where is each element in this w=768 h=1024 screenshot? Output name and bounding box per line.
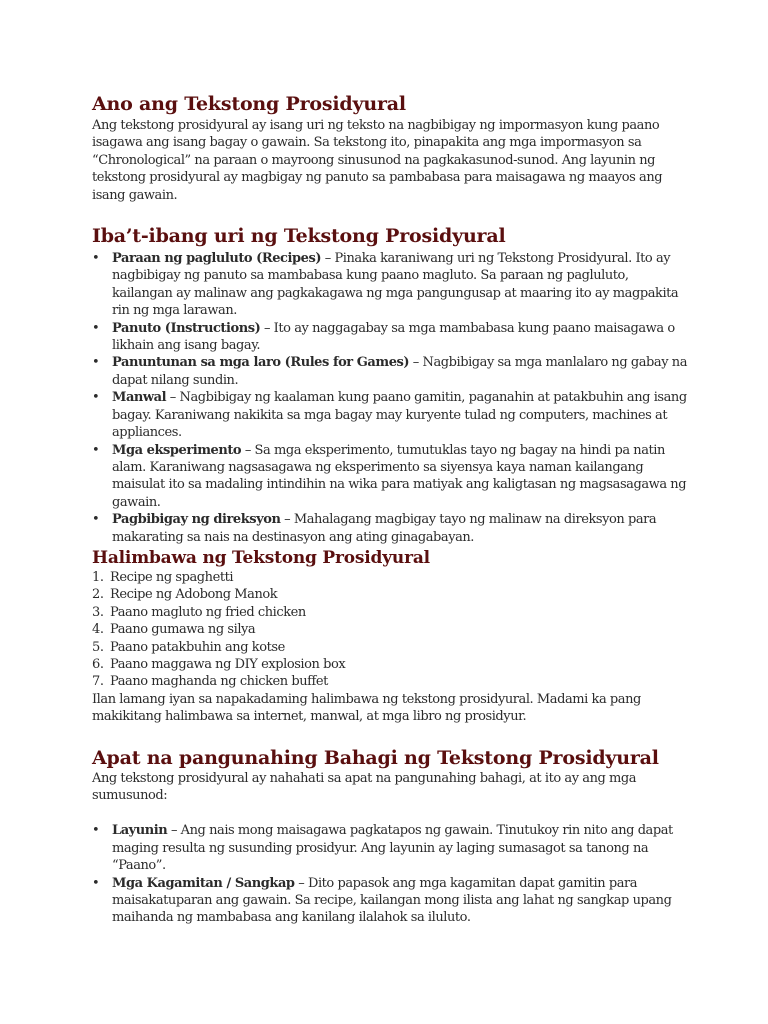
- section-title-ano-ang: Ano ang Tekstong Prosidyural: [92, 93, 406, 115]
- list-item: [92, 250, 692, 320]
- list-item: [92, 569, 692, 586]
- description: – Nagbibigay sa mga manlalaro ng gabay na dapat nilang sundin.: [112, 355, 688, 388]
- section-title-apat-na-bahagi: Apat na pangunahing Bahagi ng Tekstong Prosidyural: [92, 746, 659, 769]
- term: Mga eksperimento: [112, 442, 242, 458]
- term: Layunin: [112, 823, 168, 839]
- list-item: [92, 320, 692, 355]
- list-item: [92, 822, 692, 874]
- list-item: [92, 639, 692, 656]
- list-item: [92, 875, 692, 927]
- document-content: [92, 92, 692, 927]
- list-item: [92, 673, 692, 690]
- item-number: 7.: [92, 674, 104, 690]
- item-text: Recipe ng Adobong Manok: [110, 587, 278, 603]
- list-item: [92, 621, 692, 638]
- description: – Dito papasok ang mga kagamitan dapat gamitin para maisakatuparan ang gawain. Sa recipe, kailangan mong ilista ang lahat ng sangkap upang maihanda ng mambabasa ang kanilang ilalahok sa iluluto.: [112, 875, 672, 926]
- item-number: 1.: [92, 569, 104, 585]
- term: Pagbibigay ng direksyon: [112, 512, 281, 528]
- list-item: [92, 604, 692, 621]
- item-number: 4.: [92, 622, 104, 638]
- description: – Sa mga eksperimento, tumutuklas tayo ng bagay na hindi pa natin alam. Karaniwang nagsasagawa ng eksperimento sa siyensya kaya naman kailangang maisulat ito sa madaling intindihin na wika para matiyak ang kaligtasan ng magsasagawa ng gawain.: [112, 442, 687, 510]
- types-list: [92, 250, 692, 546]
- item-text: Paano patakbuhin ang kotse: [110, 639, 285, 655]
- list-item: [92, 389, 692, 441]
- item-text: Recipe ng spaghetti: [110, 569, 234, 585]
- item-text: Paano maggawa ng DIY explosion box: [110, 656, 346, 672]
- section-title-uri: Iba’t-ibang uri ng Tekstong Prosidyural: [92, 225, 506, 248]
- list-item: [92, 656, 692, 673]
- term: Panuto (Instructions): [112, 320, 261, 336]
- description: – Nagbibigay ng kaalaman kung paano gamitin, paganahin at patakbuhin ang isang bagay. Karaniwang nakikita sa mga bagay may kuryente tulad ng computers, machines at appliances.: [112, 390, 687, 441]
- term: Manwal: [112, 390, 167, 406]
- list-item: [92, 511, 692, 546]
- item-text: Paano gumawa ng silya: [110, 622, 256, 638]
- section-title-halimbawa: Halimbawa ng Tekstong Prosidyural: [92, 547, 430, 568]
- list-item: [92, 442, 692, 512]
- description: – Mahalagang magbigay tayo ng malinaw na direksyon para makarating sa nais na destinasyon ang ating ginagabayan.: [112, 512, 657, 545]
- list-item: [92, 354, 692, 389]
- description: – Pinaka karaniwang uri ng Tekstong Prosidyural. Ito ay nagbibigay ng panuto sa mambabasa kung paano magluto. Sa paraan ng pagluluto, kailangan ay malinaw ang pagkakagawa ng mga pangungusap at maaring ito ay magpakita rin ng mga larawan.: [112, 251, 679, 319]
- term: Paraan ng pagluluto (Recipes): [112, 251, 322, 267]
- item-number: 2.: [92, 587, 104, 603]
- examples-footer-paragraph: Ilan lamang iyan sa napakadaming halimbawa ng tekstong prosidyural. Madami ka pang makikitang halimbawa sa internet, manwal, at mga libro ng prosidyur.: [92, 691, 641, 725]
- parts-list: [92, 822, 692, 926]
- term: Panuntunan sa mga laro (Rules for Games): [112, 355, 410, 371]
- item-number: 3.: [92, 604, 104, 620]
- item-number: 5.: [92, 639, 104, 655]
- item-number: 6.: [92, 656, 104, 672]
- item-text: Paano magluto ng fried chicken: [110, 604, 306, 620]
- item-text: Paano maghanda ng chicken buffet: [110, 674, 328, 690]
- parts-intro-paragraph: Ang tekstong prosidyural ay nahahati sa apat na pangunahing bahagi, at ito ay ang mga sumusunod:: [92, 770, 637, 803]
- examples-list: [92, 569, 692, 691]
- intro-paragraph: Ang tekstong prosidyural ay isang uri ng teksto na nagbibigay ng impormasyon kung paano isagawa ang isang bagay o gawain. Sa tekstong ito, pinapakita ang mga impormasyon sa “Chronological” na paraan o mayroong sinusunod na pagkakasunod-sunod. Ang layunin ng tekstong prosidyural ay magbigay ng panuto sa pambabasa para maisagawa ng maayos ang isang gawain.: [92, 118, 663, 203]
- list-item: [92, 586, 692, 603]
- term: Mga Kagamitan / Sangkap: [112, 875, 295, 891]
- description: – Ang nais mong maisagawa pagkatapos ng gawain. Tinutukoy rin nito ang dapat maging resulta ng susunding prosidyur. Ang layunin ay laging sumasagot sa tanong na “Paano”.: [112, 823, 673, 874]
- description: – Ito ay naggagabay sa mga mambabasa kung paano maisagawa o likhain ang isang bagay.: [112, 320, 675, 354]
